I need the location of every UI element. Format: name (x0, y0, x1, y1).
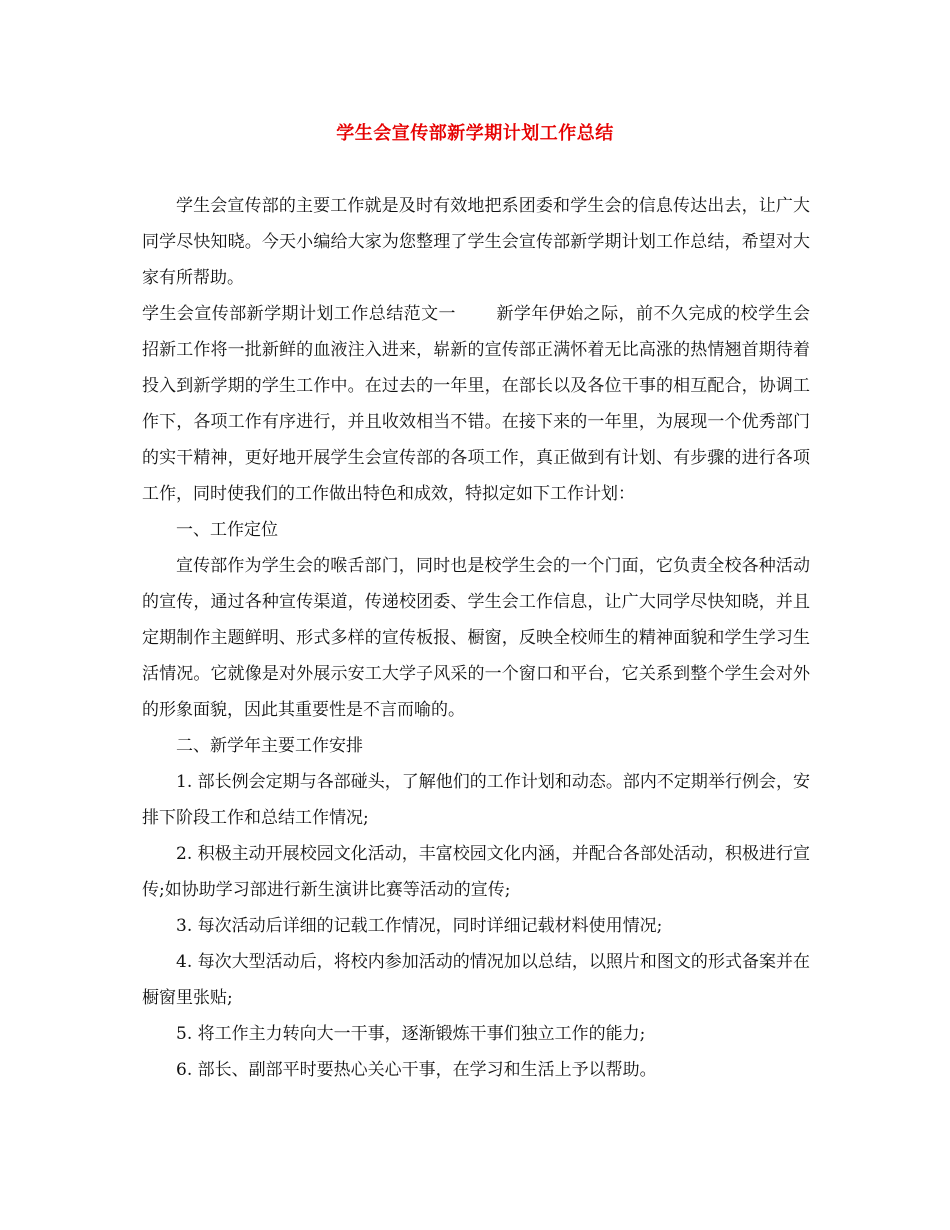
list-item-4: 4. 每次大型活动后，将校内参加活动的情况加以总结，以照片和图文的形式备案并在橱窗里张贴; (142, 952, 810, 1008)
section-1-body: 宣传部作为学生会的喉舌部门，同时也是校学生会的一个门面，它负责全校各种活动的宣传，通过各种宣传渠道，传递校团委、学生会工作信息，让广大同学尽快知晓，并且定期制作主题鲜明、形式多样的宣传板报、橱窗，反映全校师生的精神面貌和学生学习生活情况。它就像是对外展示安工大学子风采的一个窗口和平台，它关系到整个学生会对外的形象面貌，因此其重要性是不言而喻的。 (142, 556, 810, 720)
document-body (142, 188, 810, 1088)
list-item-2: 2. 积极主动开展校园文化活动，丰富校园文化内涵，并配合各部处活动，积极进行宣传;如协助学习部进行新生演讲比赛等活动的宣传; (142, 844, 810, 900)
list-item-3: 3. 每次活动后详细的记载工作情况，同时详细记载材料使用情况; (176, 916, 663, 936)
list-item-5: 5. 将工作主力转向大一干事，逐渐锻炼干事们独立工作的能力; (176, 1024, 646, 1044)
list-item-1: 1. 部长例会定期与各部碰头，了解他们的工作计划和动态。部内不定期举行例会，安排下阶段工作和总结工作情况; (142, 772, 810, 828)
document-title: 学生会宣传部新学期计划工作总结 (336, 123, 614, 144)
sample-heading: 学生会宣传部新学期计划工作总结范文一 (142, 304, 456, 324)
section-1-heading: 一、工作定位 (176, 520, 278, 540)
section-2-heading: 二、新学年主要工作安排 (176, 736, 363, 756)
sample-paragraph (142, 296, 810, 512)
intro-paragraph: 学生会宣传部的主要工作就是及时有效地把系团委和学生会的信息传达出去，让广大同学尽快知晓。今天小编给大家为您整理了学生会宣传部新学期计划工作总结，希望对大家有所帮助。 (142, 196, 810, 288)
sample-intro: 新学年伊始之际，前不久完成的校学生会招新工作将一批新鲜的血液注入进来，崭新的宣传部正满怀着无比高涨的热情翘首期待着投入到新学期的学生工作中。在过去的一年里，在部长以及各位干事的相互配合，协调工作下，各项工作有序进行，并且收效相当不错。在接下来的一年里，为展现一个优秀部门的实干精神，更好地开展学生会宣传部的各项工作，真正做到有计划、有步骤的进行各项工作，同时使我们的工作做出特色和成效，特拟定如下工作计划： (142, 304, 810, 504)
list-item-6: 6. 部长、副部平时要热心关心干事，在学习和生活上予以帮助。 (176, 1060, 657, 1080)
